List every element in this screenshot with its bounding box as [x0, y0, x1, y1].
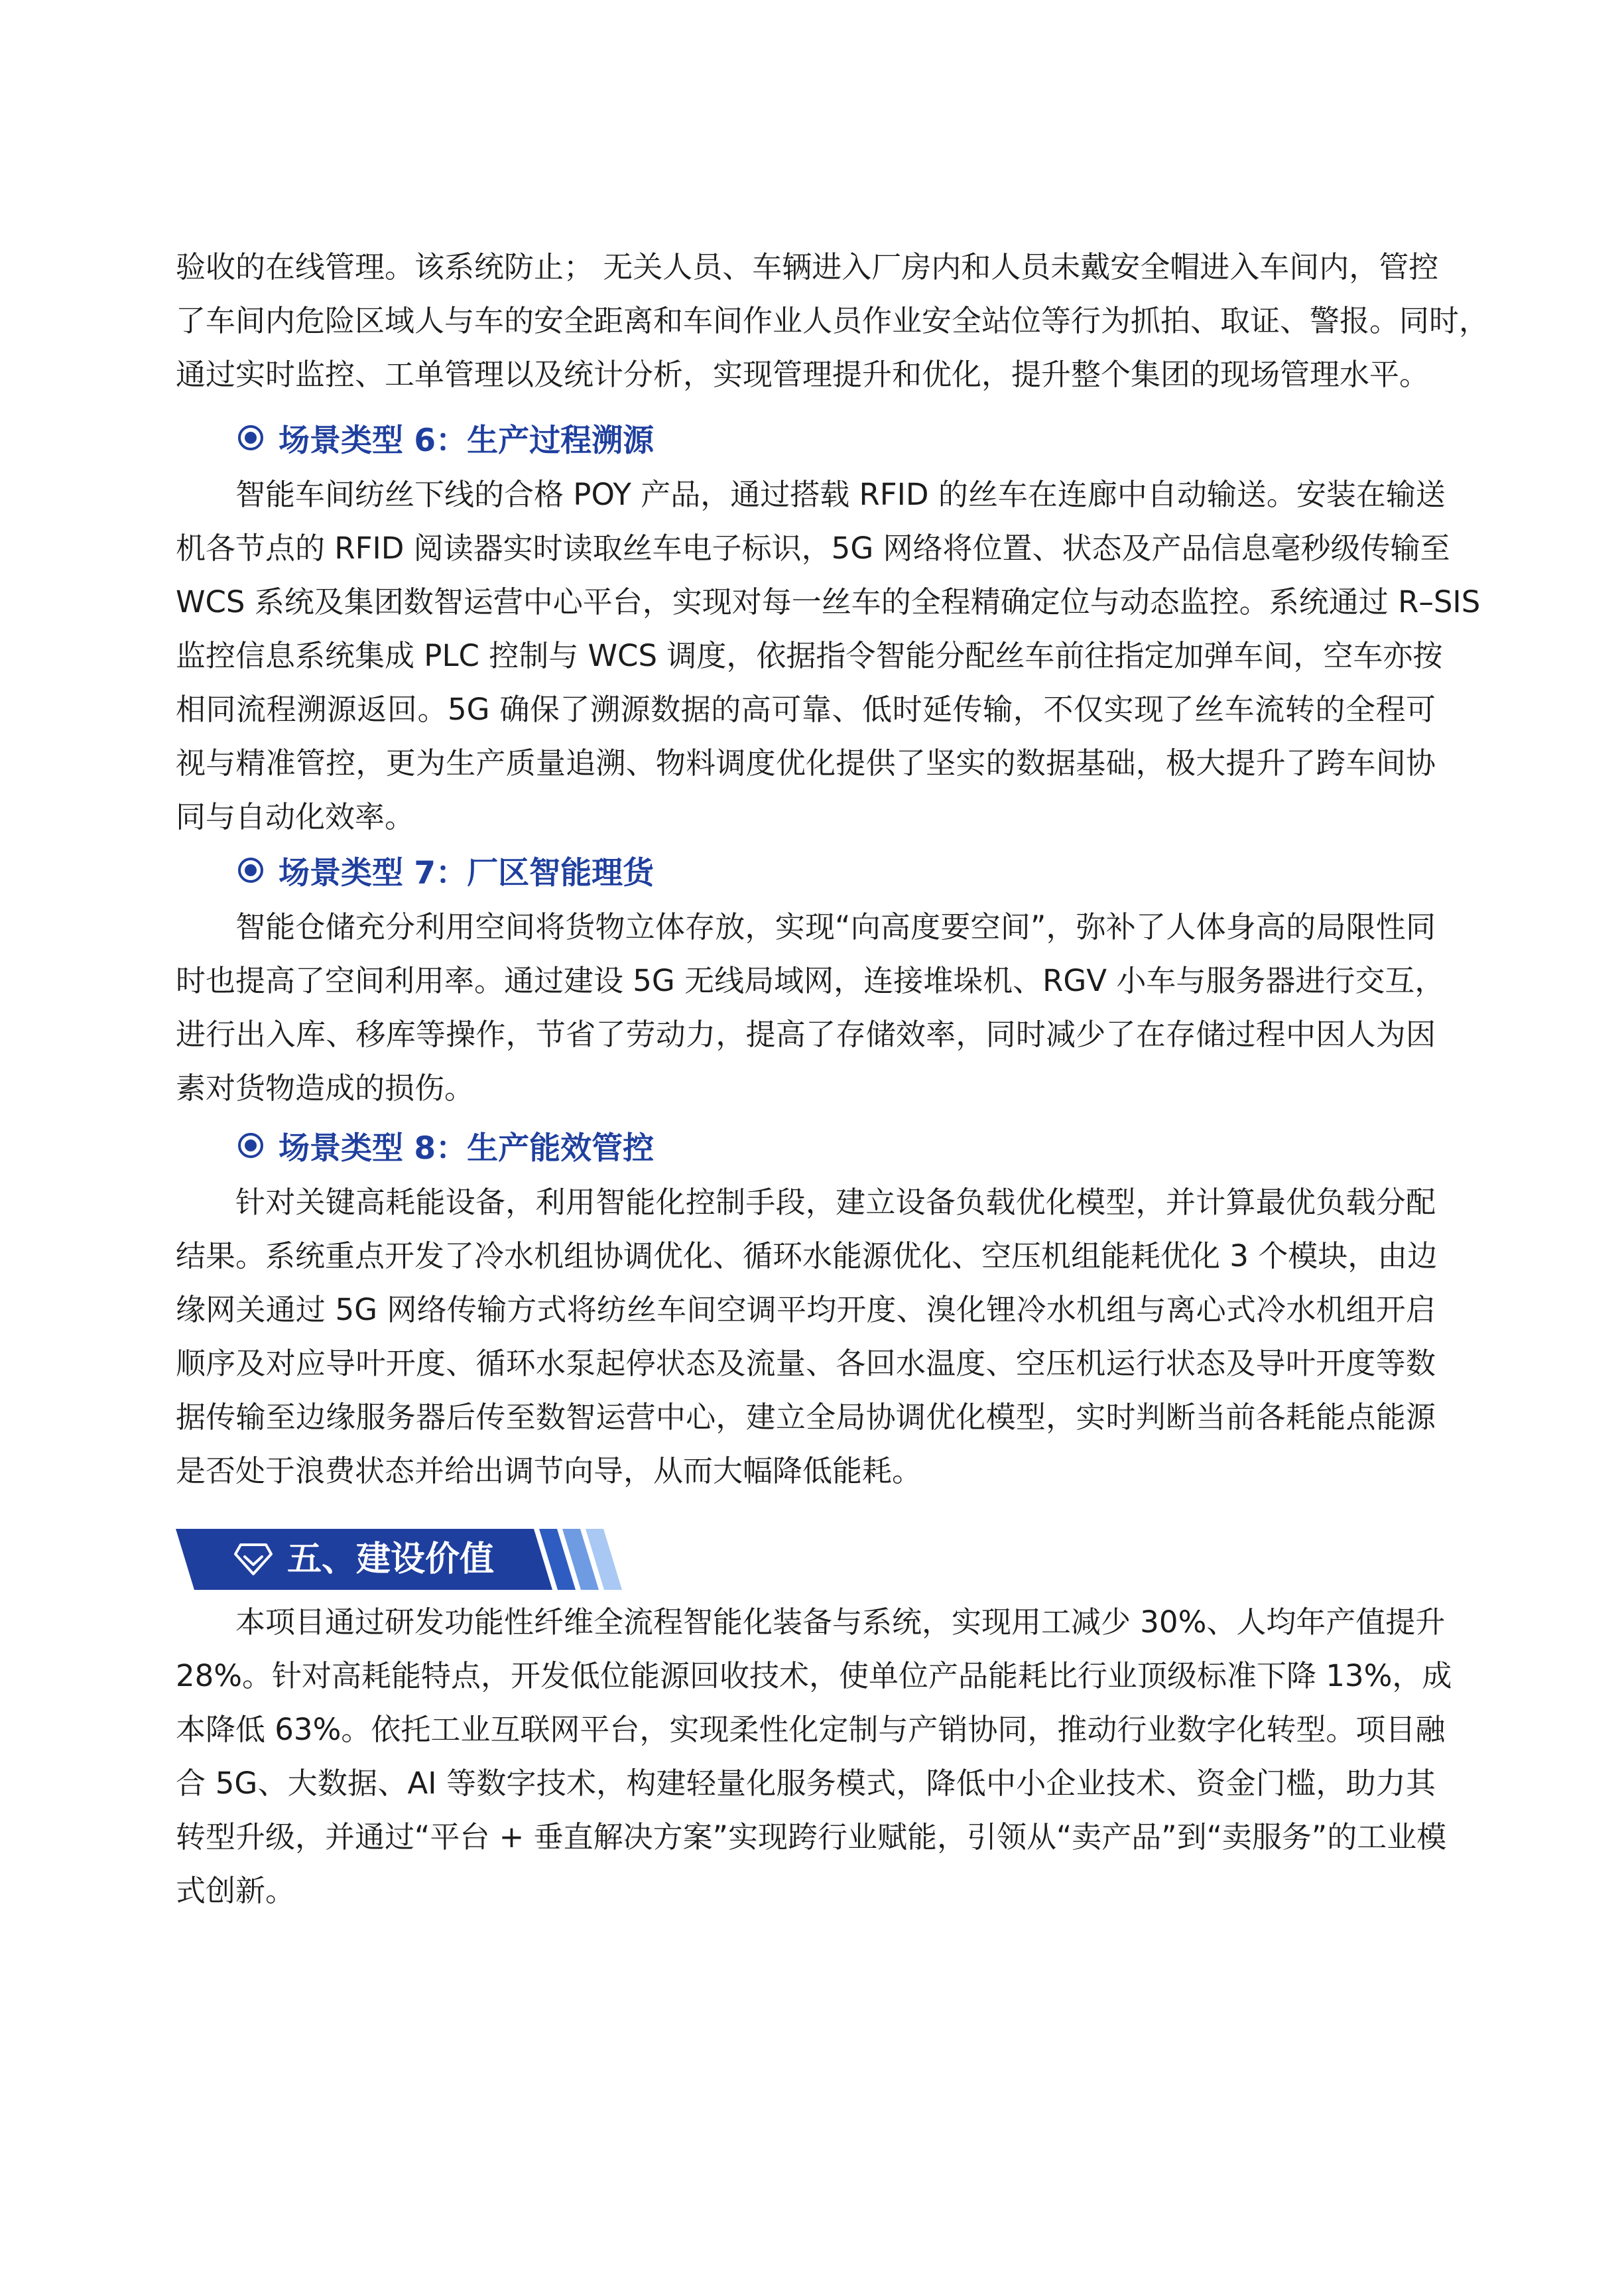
paragraph-line: 监控信息系统集成 PLC 控制与 WCS 调度，依据指令智能分配丝车前往指定加弹车间，空车亦按 [176, 638, 1443, 673]
paragraph-line: 本降低 63%。依托工业互联网平台，实现柔性化定制与产销协同，推动行业数字化转型。项目融 [176, 1712, 1446, 1747]
paragraph-line: 素对货物造成的损伤。 [176, 1071, 475, 1106]
paragraph-line: 缘网关通过 5G 网络传输方式将纺丝车间空调平均开度、溴化锂冷水机组与离心式冷水机组开启 [176, 1292, 1436, 1327]
paragraph-line: 视与精准管控，更为生产质量追溯、物料调度优化提供了坚实的数据基础，极大提升了跨车间协 [176, 746, 1436, 781]
scene-heading-6 [237, 415, 654, 461]
paragraph-line: 时也提高了空间利用率。通过建设 5G 无线局域网，连接堆垛机、RGV 小车与服务器进行交互， [176, 963, 1445, 998]
circled-dot-icon [237, 1132, 264, 1159]
paragraph-line: 智能车间纺丝下线的合格 POY 产品，通过搭载 RFID 的丝车在连廊中自动输送。安装在输送 [235, 477, 1446, 512]
paragraph-process-tracing [176, 468, 1481, 844]
diamond-gem-icon [234, 1542, 273, 1577]
paragraph-line: 针对关键高耗能设备，利用智能化控制手段，建立设备负载优化模型，并计算最优负载分配 [235, 1185, 1436, 1220]
paragraph-smart-warehouse [176, 900, 1445, 1115]
paragraph-line: 转型升级，并通过“平台 + 垂直解决方案”实现跨行业赋能，引领从“卖产品”到“卖服务”的工业模 [176, 1819, 1447, 1855]
circled-dot-icon [237, 857, 264, 883]
paragraph-line: WCS 系统及集团数智运营中心平台，实现对每一丝车的全程精确定位与动态监控。系统通过 R–SIS [176, 584, 1481, 619]
paragraph-line: 合 5G、大数据、AI 等数字技术，构建轻量化服务模式，降低中小企业技术、资金门槛，助力其 [176, 1766, 1436, 1801]
paragraph-line: 结果。系统重点开发了冷水机组协调优化、循环水能源优化、空压机组能耗优化 3 个模块，由边 [176, 1238, 1438, 1273]
paragraph-construction-value [176, 1595, 1452, 1918]
paragraph-line: 通过实时监控、工单管理以及统计分析，实现管理提升和优化，提升整个集团的现场管理水平。 [176, 357, 1430, 392]
paragraph-line: 据传输至边缘服务器后传至数智运营中心，建立全局协调优化模型，实时判断当前各耗能点能源 [176, 1400, 1436, 1435]
paragraph-line: 式创新。 [176, 1873, 296, 1908]
paragraph-safety-management [176, 240, 1489, 401]
paragraph-line: 本项目通过研发功能性纤维全流程智能化装备与系统，实现用工减少 30%、人均年产值提升 [235, 1604, 1446, 1640]
scene-heading-text: 场景类型 8：生产能效管控 [279, 1130, 655, 1167]
paragraph-line: 了车间内危险区域人与车的安全距离和车间作业人员作业安全站位等行为抓拍、取证、警报。同时， [176, 303, 1489, 338]
paragraph-line: 顺序及对应导叶开度、循环水泵起停状态及流量、各回水温度、空压机运行状态及导叶开度等数 [176, 1346, 1436, 1381]
section-title: 五、建设价值 [287, 1539, 495, 1579]
circled-dot-icon [237, 424, 264, 451]
section-banner [176, 1529, 627, 1590]
scene-heading-7 [237, 847, 654, 893]
scene-heading-text: 场景类型 7：厂区智能理货 [279, 854, 655, 891]
paragraph-line: 是否处于浪费状态并给出调节向导，从而大幅降低能耗。 [176, 1453, 922, 1488]
paragraph-line: 验收的在线管理。该系统防止； 无关人员、车辆进入厂房内和人员未戴安全帽进入车间内，管控 [176, 249, 1439, 285]
paragraph-energy-control [176, 1175, 1436, 1498]
paragraph-line: 机各节点的 RFID 阅读器实时读取丝车电子标识，5G 网络将位置、状态及产品信息毫秒级传输至 [176, 531, 1450, 566]
paragraph-line: 进行出入库、移库等操作，节省了劳动力，提高了存储效率，同时减少了在存储过程中因人为因 [176, 1017, 1436, 1052]
paragraph-line: 相同流程溯源返回。5G 确保了溯源数据的高可靠、低时延传输，不仅实现了丝车流转的全程可 [176, 692, 1436, 727]
paragraph-line: 同与自动化效率。 [176, 799, 415, 834]
scene-heading-text: 场景类型 6：生产过程溯源 [279, 422, 655, 459]
paragraph-line: 智能仓储充分利用空间将货物立体存放，实现“向高度要空间”，弥补了人体身高的局限性同 [235, 909, 1436, 944]
paragraph-line: 28%。针对高耗能特点，开发低位能源回收技术，使单位产品能耗比行业顶级标准下降 13%，成 [176, 1658, 1452, 1693]
scene-heading-8 [237, 1122, 654, 1169]
